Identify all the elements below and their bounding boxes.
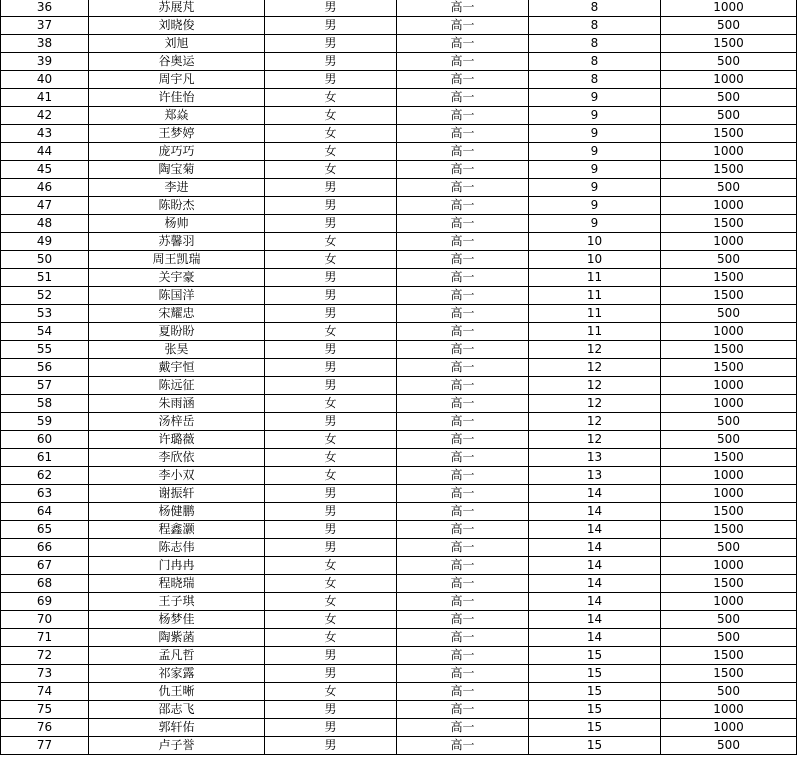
- student-name-cell[interactable]: 卢子誉: [89, 737, 265, 755]
- class-cell[interactable]: 11: [529, 323, 661, 341]
- table-row: [1, 71, 797, 89]
- amount-cell[interactable]: 1000: [661, 377, 797, 395]
- gender-cell[interactable]: 女: [265, 107, 397, 125]
- student-name-cell[interactable]: 孟凡哲: [89, 647, 265, 665]
- amount-cell[interactable]: 1500: [661, 125, 797, 143]
- row-number-cell[interactable]: 69: [1, 593, 89, 611]
- gender-cell[interactable]: 男: [265, 485, 397, 503]
- gender-cell[interactable]: 男: [265, 0, 397, 17]
- amount-cell[interactable]: 500: [661, 629, 797, 647]
- class-cell[interactable]: 8: [529, 17, 661, 35]
- amount-cell[interactable]: 500: [661, 683, 797, 701]
- student-name-cell[interactable]: 刘旭: [89, 35, 265, 53]
- grade-cell[interactable]: 高一: [397, 71, 529, 89]
- table-row: [1, 179, 797, 197]
- amount-cell[interactable]: 500: [661, 53, 797, 71]
- table-row: [1, 125, 797, 143]
- grade-cell[interactable]: 高一: [397, 575, 529, 593]
- amount-cell[interactable]: 1000: [661, 719, 797, 737]
- amount-cell[interactable]: 500: [661, 89, 797, 107]
- grade-cell[interactable]: 高一: [397, 269, 529, 287]
- row-number-cell[interactable]: 45: [1, 161, 89, 179]
- student-name-cell[interactable]: 周王凯瑞: [89, 251, 265, 269]
- class-cell[interactable]: 14: [529, 611, 661, 629]
- student-name-cell[interactable]: 仇王晰: [89, 683, 265, 701]
- student-name-cell[interactable]: 许璐薇: [89, 431, 265, 449]
- table-row: [1, 539, 797, 557]
- student-name-cell[interactable]: 庞巧巧: [89, 143, 265, 161]
- table-row: [1, 341, 797, 359]
- amount-cell[interactable]: 1000: [661, 593, 797, 611]
- class-cell[interactable]: 15: [529, 737, 661, 755]
- class-cell[interactable]: 14: [529, 503, 661, 521]
- class-cell[interactable]: 14: [529, 629, 661, 647]
- gender-cell[interactable]: 男: [265, 377, 397, 395]
- gender-cell[interactable]: 女: [265, 143, 397, 161]
- student-name-cell[interactable]: 苏馨羽: [89, 233, 265, 251]
- row-number-cell[interactable]: 67: [1, 557, 89, 575]
- row-number-cell[interactable]: 53: [1, 305, 89, 323]
- gender-cell[interactable]: 男: [265, 305, 397, 323]
- amount-cell[interactable]: 500: [661, 179, 797, 197]
- row-number-cell[interactable]: 48: [1, 215, 89, 233]
- gender-cell[interactable]: 男: [265, 287, 397, 305]
- student-name-cell[interactable]: 宋耀忠: [89, 305, 265, 323]
- student-name-cell[interactable]: 谢振轩: [89, 485, 265, 503]
- gender-cell[interactable]: 女: [265, 611, 397, 629]
- row-number-cell[interactable]: 50: [1, 251, 89, 269]
- amount-cell[interactable]: 1000: [661, 71, 797, 89]
- class-cell[interactable]: 12: [529, 359, 661, 377]
- gender-cell[interactable]: 男: [265, 665, 397, 683]
- gender-cell[interactable]: 男: [265, 35, 397, 53]
- gender-cell[interactable]: 男: [265, 647, 397, 665]
- class-cell[interactable]: 15: [529, 683, 661, 701]
- student-name-cell[interactable]: 刘晓俊: [89, 17, 265, 35]
- gender-cell[interactable]: 男: [265, 719, 397, 737]
- amount-cell[interactable]: 1500: [661, 503, 797, 521]
- row-number-cell[interactable]: 63: [1, 485, 89, 503]
- amount-cell[interactable]: 1500: [661, 359, 797, 377]
- table-row: [1, 233, 797, 251]
- gender-cell[interactable]: 男: [265, 17, 397, 35]
- row-number-cell[interactable]: 64: [1, 503, 89, 521]
- row-number-cell[interactable]: 55: [1, 341, 89, 359]
- amount-cell[interactable]: 1000: [661, 395, 797, 413]
- table-row: [1, 449, 797, 467]
- amount-cell[interactable]: 1000: [661, 701, 797, 719]
- grade-cell[interactable]: 高一: [397, 413, 529, 431]
- row-number-cell[interactable]: 39: [1, 53, 89, 71]
- gender-cell[interactable]: 男: [265, 53, 397, 71]
- class-cell[interactable]: 11: [529, 287, 661, 305]
- gender-cell[interactable]: 女: [265, 323, 397, 341]
- table-row: [1, 521, 797, 539]
- student-name-cell[interactable]: 许佳怡: [89, 89, 265, 107]
- amount-cell[interactable]: 500: [661, 413, 797, 431]
- row-number-cell[interactable]: 77: [1, 737, 89, 755]
- table-body: [1, 0, 797, 755]
- gender-cell[interactable]: 女: [265, 575, 397, 593]
- student-name-cell[interactable]: 关宇豪: [89, 269, 265, 287]
- student-name-cell[interactable]: 谷奥运: [89, 53, 265, 71]
- row-number-cell[interactable]: 58: [1, 395, 89, 413]
- gender-cell[interactable]: 女: [265, 629, 397, 647]
- amount-cell[interactable]: 1500: [661, 35, 797, 53]
- row-number-cell[interactable]: 75: [1, 701, 89, 719]
- row-number-cell[interactable]: 54: [1, 323, 89, 341]
- student-name-cell[interactable]: 郑焱: [89, 107, 265, 125]
- amount-cell[interactable]: 500: [661, 107, 797, 125]
- row-number-cell[interactable]: 74: [1, 683, 89, 701]
- student-name-cell[interactable]: 朱雨涵: [89, 395, 265, 413]
- gender-cell[interactable]: 男: [265, 737, 397, 755]
- class-cell[interactable]: 9: [529, 125, 661, 143]
- table-row: [1, 251, 797, 269]
- amount-cell[interactable]: 1500: [661, 665, 797, 683]
- grade-cell[interactable]: 高一: [397, 0, 529, 17]
- class-cell[interactable]: 9: [529, 107, 661, 125]
- grade-cell[interactable]: 高一: [397, 323, 529, 341]
- table-row: [1, 701, 797, 719]
- class-cell[interactable]: 12: [529, 395, 661, 413]
- row-number-cell[interactable]: 51: [1, 269, 89, 287]
- row-number-cell[interactable]: 37: [1, 17, 89, 35]
- amount-cell[interactable]: 1000: [661, 197, 797, 215]
- student-name-cell[interactable]: 杨梦佳: [89, 611, 265, 629]
- row-number-cell[interactable]: 76: [1, 719, 89, 737]
- class-cell[interactable]: 9: [529, 89, 661, 107]
- amount-cell[interactable]: 1500: [661, 575, 797, 593]
- gender-cell[interactable]: 男: [265, 521, 397, 539]
- student-name-cell[interactable]: 王子琪: [89, 593, 265, 611]
- table-row: [1, 647, 797, 665]
- row-number-cell[interactable]: 57: [1, 377, 89, 395]
- student-name-cell[interactable]: 张昊: [89, 341, 265, 359]
- row-number-cell[interactable]: 60: [1, 431, 89, 449]
- table-row: [1, 503, 797, 521]
- class-cell[interactable]: 11: [529, 269, 661, 287]
- table-row: [1, 305, 797, 323]
- student-name-cell[interactable]: 陈盼杰: [89, 197, 265, 215]
- class-cell[interactable]: 9: [529, 197, 661, 215]
- class-cell[interactable]: 12: [529, 413, 661, 431]
- student-name-cell[interactable]: 李小双: [89, 467, 265, 485]
- student-name-cell[interactable]: 李进: [89, 179, 265, 197]
- gender-cell[interactable]: 男: [265, 269, 397, 287]
- class-cell[interactable]: 11: [529, 305, 661, 323]
- class-cell[interactable]: 15: [529, 665, 661, 683]
- amount-cell[interactable]: 1500: [661, 647, 797, 665]
- table-row: [1, 431, 797, 449]
- grade-cell[interactable]: 高一: [397, 431, 529, 449]
- amount-cell[interactable]: 1000: [661, 467, 797, 485]
- amount-cell[interactable]: 500: [661, 251, 797, 269]
- grade-cell[interactable]: 高一: [397, 593, 529, 611]
- class-cell[interactable]: 9: [529, 161, 661, 179]
- class-cell[interactable]: 9: [529, 215, 661, 233]
- amount-cell[interactable]: 1500: [661, 215, 797, 233]
- grade-cell[interactable]: 高一: [397, 467, 529, 485]
- grade-cell[interactable]: 高一: [397, 665, 529, 683]
- table-row: [1, 197, 797, 215]
- class-cell[interactable]: 15: [529, 719, 661, 737]
- table-row: [1, 557, 797, 575]
- gender-cell[interactable]: 女: [265, 449, 397, 467]
- class-cell[interactable]: 15: [529, 647, 661, 665]
- student-name-cell[interactable]: 陈志伟: [89, 539, 265, 557]
- class-cell[interactable]: 12: [529, 377, 661, 395]
- table-row: [1, 719, 797, 737]
- table-row: [1, 377, 797, 395]
- table-row: [1, 35, 797, 53]
- class-cell[interactable]: 9: [529, 143, 661, 161]
- gender-cell[interactable]: 女: [265, 233, 397, 251]
- class-cell[interactable]: 13: [529, 449, 661, 467]
- grade-cell[interactable]: 高一: [397, 395, 529, 413]
- class-cell[interactable]: 8: [529, 0, 661, 17]
- grade-cell[interactable]: 高一: [397, 125, 529, 143]
- class-cell[interactable]: 14: [529, 575, 661, 593]
- row-number-cell[interactable]: 71: [1, 629, 89, 647]
- grade-cell[interactable]: 高一: [397, 251, 529, 269]
- amount-cell[interactable]: 500: [661, 431, 797, 449]
- grade-cell[interactable]: 高一: [397, 53, 529, 71]
- class-cell[interactable]: 14: [529, 485, 661, 503]
- class-cell[interactable]: 14: [529, 593, 661, 611]
- row-number-cell[interactable]: 68: [1, 575, 89, 593]
- row-number-cell[interactable]: 73: [1, 665, 89, 683]
- row-number-cell[interactable]: 52: [1, 287, 89, 305]
- student-name-cell[interactable]: 陶紫菡: [89, 629, 265, 647]
- grade-cell[interactable]: 高一: [397, 611, 529, 629]
- grade-cell[interactable]: 高一: [397, 539, 529, 557]
- row-number-cell[interactable]: 46: [1, 179, 89, 197]
- student-name-cell[interactable]: 杨健鹏: [89, 503, 265, 521]
- grade-cell[interactable]: 高一: [397, 683, 529, 701]
- student-name-cell[interactable]: 郭轩佑: [89, 719, 265, 737]
- table-row: [1, 737, 797, 755]
- grade-cell[interactable]: 高一: [397, 485, 529, 503]
- amount-cell[interactable]: 1000: [661, 233, 797, 251]
- amount-cell[interactable]: 1500: [661, 287, 797, 305]
- student-name-cell[interactable]: 杨帅: [89, 215, 265, 233]
- grade-cell[interactable]: 高一: [397, 647, 529, 665]
- row-number-cell[interactable]: 40: [1, 71, 89, 89]
- gender-cell[interactable]: 女: [265, 89, 397, 107]
- row-number-cell[interactable]: 62: [1, 467, 89, 485]
- student-name-cell[interactable]: 王梦婷: [89, 125, 265, 143]
- table-row: [1, 287, 797, 305]
- amount-cell[interactable]: 1000: [661, 485, 797, 503]
- class-cell[interactable]: 14: [529, 521, 661, 539]
- class-cell[interactable]: 14: [529, 539, 661, 557]
- class-cell[interactable]: 13: [529, 467, 661, 485]
- class-cell[interactable]: 12: [529, 341, 661, 359]
- row-number-cell[interactable]: 65: [1, 521, 89, 539]
- row-number-cell[interactable]: 38: [1, 35, 89, 53]
- grade-cell[interactable]: 高一: [397, 377, 529, 395]
- student-name-cell[interactable]: 李欣依: [89, 449, 265, 467]
- student-name-cell[interactable]: 陈国洋: [89, 287, 265, 305]
- table-row: [1, 215, 797, 233]
- class-cell[interactable]: 8: [529, 53, 661, 71]
- student-name-cell[interactable]: 祁家露: [89, 665, 265, 683]
- grade-cell[interactable]: 高一: [397, 719, 529, 737]
- amount-cell[interactable]: 500: [661, 737, 797, 755]
- grade-cell[interactable]: 高一: [397, 107, 529, 125]
- gender-cell[interactable]: 男: [265, 71, 397, 89]
- grade-cell[interactable]: 高一: [397, 449, 529, 467]
- student-name-cell[interactable]: 苏展芃: [89, 0, 265, 17]
- table-row: [1, 413, 797, 431]
- class-cell[interactable]: 8: [529, 35, 661, 53]
- row-number-cell[interactable]: 59: [1, 413, 89, 431]
- table-row: [1, 665, 797, 683]
- amount-cell[interactable]: 500: [661, 611, 797, 629]
- table-row: [1, 161, 797, 179]
- amount-cell[interactable]: 1500: [661, 449, 797, 467]
- amount-cell[interactable]: 1500: [661, 269, 797, 287]
- gender-cell[interactable]: 女: [265, 251, 397, 269]
- grade-cell[interactable]: 高一: [397, 503, 529, 521]
- table-row: [1, 575, 797, 593]
- table-row: [1, 0, 797, 17]
- grade-cell[interactable]: 高一: [397, 35, 529, 53]
- grade-cell[interactable]: 高一: [397, 359, 529, 377]
- class-cell[interactable]: 10: [529, 233, 661, 251]
- row-number-cell[interactable]: 66: [1, 539, 89, 557]
- gender-cell[interactable]: 女: [265, 467, 397, 485]
- student-name-cell[interactable]: 汤梓岳: [89, 413, 265, 431]
- amount-cell[interactable]: 1500: [661, 161, 797, 179]
- gender-cell[interactable]: 女: [265, 683, 397, 701]
- row-number-cell[interactable]: 47: [1, 197, 89, 215]
- amount-cell[interactable]: 1000: [661, 143, 797, 161]
- row-number-cell[interactable]: 44: [1, 143, 89, 161]
- gender-cell[interactable]: 男: [265, 179, 397, 197]
- gender-cell[interactable]: 女: [265, 125, 397, 143]
- table-row: [1, 17, 797, 35]
- student-name-cell[interactable]: 陶宝菊: [89, 161, 265, 179]
- student-name-cell[interactable]: 程晓瑞: [89, 575, 265, 593]
- class-cell[interactable]: 12: [529, 431, 661, 449]
- grade-cell[interactable]: 高一: [397, 89, 529, 107]
- row-number-cell[interactable]: 43: [1, 125, 89, 143]
- table-row: [1, 323, 797, 341]
- student-name-cell[interactable]: 门冉冉: [89, 557, 265, 575]
- amount-cell[interactable]: 1000: [661, 323, 797, 341]
- grade-cell[interactable]: 高一: [397, 305, 529, 323]
- student-name-cell[interactable]: 戴宇恒: [89, 359, 265, 377]
- amount-cell[interactable]: 1500: [661, 341, 797, 359]
- amount-cell[interactable]: 500: [661, 17, 797, 35]
- table-row: [1, 107, 797, 125]
- table-row: [1, 683, 797, 701]
- row-number-cell[interactable]: 49: [1, 233, 89, 251]
- gender-cell[interactable]: 男: [265, 503, 397, 521]
- gender-cell[interactable]: 男: [265, 413, 397, 431]
- student-name-cell[interactable]: 周宇凡: [89, 71, 265, 89]
- grade-cell[interactable]: 高一: [397, 161, 529, 179]
- table-row: [1, 629, 797, 647]
- class-cell[interactable]: 15: [529, 701, 661, 719]
- gender-cell[interactable]: 女: [265, 161, 397, 179]
- grade-cell[interactable]: 高一: [397, 233, 529, 251]
- grade-cell[interactable]: 高一: [397, 17, 529, 35]
- student-name-cell[interactable]: 程鑫灏: [89, 521, 265, 539]
- table-row: [1, 53, 797, 71]
- table-row: [1, 485, 797, 503]
- class-cell[interactable]: 14: [529, 557, 661, 575]
- table-row: [1, 89, 797, 107]
- class-cell[interactable]: 10: [529, 251, 661, 269]
- grade-cell[interactable]: 高一: [397, 557, 529, 575]
- table-row: [1, 269, 797, 287]
- grade-cell[interactable]: 高一: [397, 701, 529, 719]
- row-number-cell[interactable]: 56: [1, 359, 89, 377]
- row-number-cell[interactable]: 36: [1, 0, 89, 17]
- student-name-cell[interactable]: 陈远征: [89, 377, 265, 395]
- gender-cell[interactable]: 男: [265, 197, 397, 215]
- class-cell[interactable]: 8: [529, 71, 661, 89]
- student-name-cell[interactable]: 邵志飞: [89, 701, 265, 719]
- gender-cell[interactable]: 男: [265, 539, 397, 557]
- row-number-cell[interactable]: 42: [1, 107, 89, 125]
- grade-cell[interactable]: 高一: [397, 521, 529, 539]
- grade-cell[interactable]: 高一: [397, 629, 529, 647]
- amount-cell[interactable]: 1000: [661, 0, 797, 17]
- row-number-cell[interactable]: 61: [1, 449, 89, 467]
- gender-cell[interactable]: 男: [265, 341, 397, 359]
- gender-cell[interactable]: 男: [265, 215, 397, 233]
- gender-cell[interactable]: 女: [265, 395, 397, 413]
- grade-cell[interactable]: 高一: [397, 341, 529, 359]
- table-row: [1, 593, 797, 611]
- amount-cell[interactable]: 1000: [661, 557, 797, 575]
- grade-cell[interactable]: 高一: [397, 197, 529, 215]
- gender-cell[interactable]: 女: [265, 593, 397, 611]
- gender-cell[interactable]: 女: [265, 557, 397, 575]
- amount-cell[interactable]: 500: [661, 305, 797, 323]
- grade-cell[interactable]: 高一: [397, 179, 529, 197]
- table-row: [1, 395, 797, 413]
- amount-cell[interactable]: 500: [661, 539, 797, 557]
- amount-cell[interactable]: 1500: [661, 521, 797, 539]
- class-cell[interactable]: 9: [529, 179, 661, 197]
- student-name-cell[interactable]: 夏盼盼: [89, 323, 265, 341]
- grade-cell[interactable]: 高一: [397, 287, 529, 305]
- table-row: [1, 467, 797, 485]
- gender-cell[interactable]: 男: [265, 359, 397, 377]
- row-number-cell[interactable]: 70: [1, 611, 89, 629]
- row-number-cell[interactable]: 41: [1, 89, 89, 107]
- table-row: [1, 611, 797, 629]
- table-row: [1, 359, 797, 377]
- gender-cell[interactable]: 女: [265, 431, 397, 449]
- row-number-cell[interactable]: 72: [1, 647, 89, 665]
- table-row: [1, 143, 797, 161]
- grade-cell[interactable]: 高一: [397, 143, 529, 161]
- grade-cell[interactable]: 高一: [397, 215, 529, 233]
- grade-cell[interactable]: 高一: [397, 737, 529, 755]
- gender-cell[interactable]: 男: [265, 701, 397, 719]
